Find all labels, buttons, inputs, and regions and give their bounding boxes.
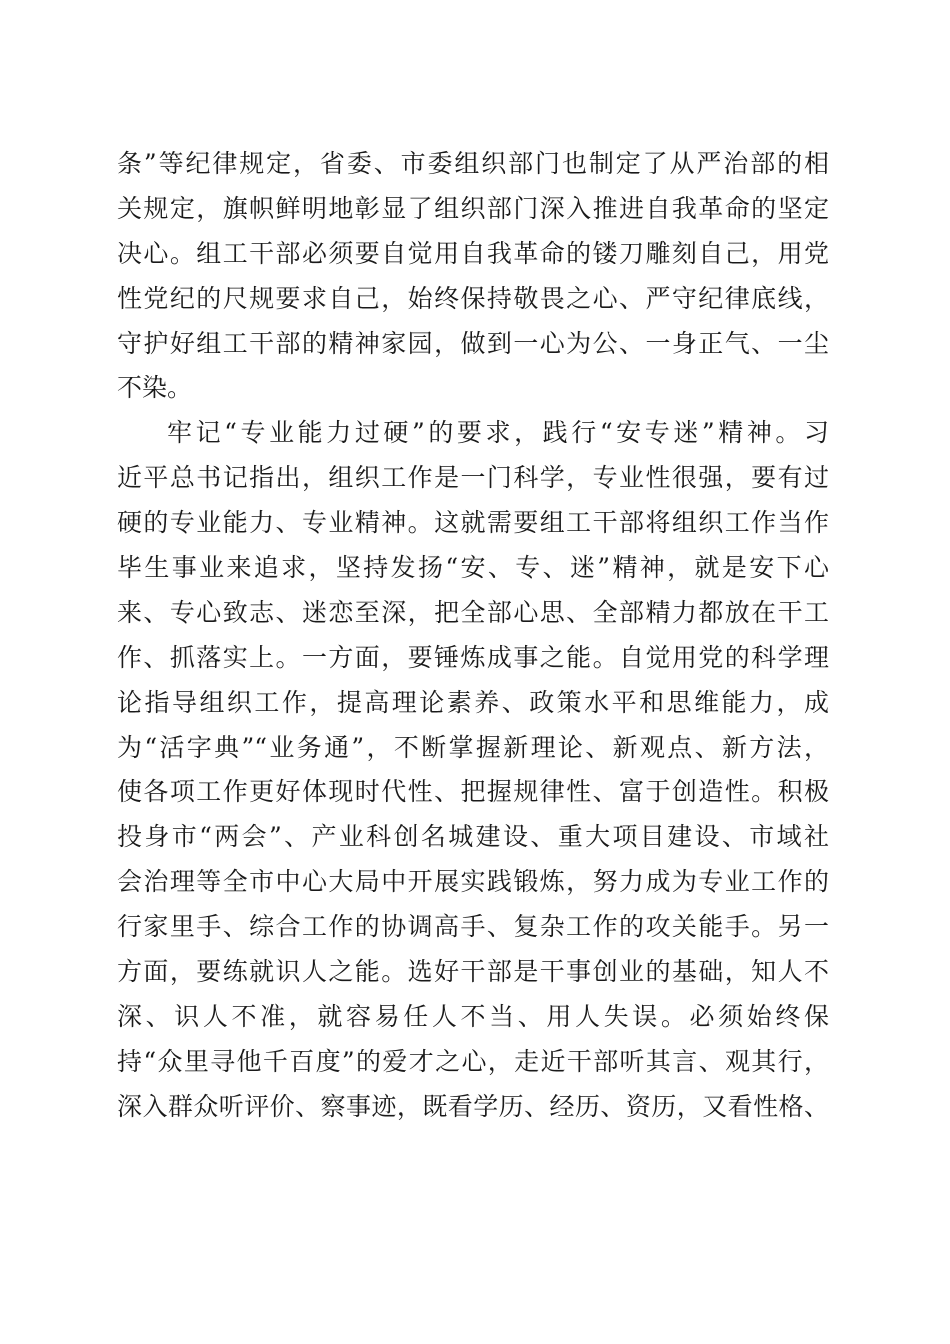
paragraph-line: 决心。组工干部必须要自觉用自我革命的镂刀雕刻自己，用党 [117, 238, 829, 268]
paragraph-line: 方面，要练就识人之能。选好干部是干事创业的基础，知人不 [117, 957, 829, 987]
paragraph-line: 深入群众听评价、察事迹，既看学历、经历、资历，又看性格、 [117, 1091, 829, 1121]
paragraph-line: 条”等纪律规定，省委、市委组织部门也制定了从严治部的相 [117, 149, 829, 178]
paragraph-line: 关规定，旗帜鲜明地彰显了组织部门深入推进自我革命的坚定 [117, 193, 829, 223]
paragraph-line: 不染。 [117, 373, 193, 403]
document-body [117, 142, 829, 1130]
paragraph-line: 近平总书记指出，组织工作是一门科学，专业性很强，要有过 [117, 463, 829, 493]
paragraph-2 [117, 411, 829, 1129]
paragraph-line: 论指导组织工作，提高理论素养、政策水平和思维能力，成 [117, 687, 829, 717]
paragraph-line: 会治理等全市中心大局中开展实践锻炼，努力成为专业工作的 [117, 867, 829, 897]
paragraph-line: 守护好组工干部的精神家园，做到一心为公、一身正气、一尘 [117, 328, 829, 358]
paragraph-line: 硬的专业能力、专业精神。这就需要组工干部将组织工作当作 [117, 508, 829, 538]
paragraph-line: 行家里手、综合工作的协调高手、复杂工作的攻关能手。另一 [117, 912, 829, 942]
paragraph-line: 深、识人不准，就容易任人不当、用人失误。必须始终保 [117, 1001, 829, 1031]
paragraph-line: 投身市“两会”、产业科创名城建设、重大项目建设、市域社 [117, 822, 829, 852]
paragraph-line: 来、专心致志、迷恋至深，把全部心思、全部精力都放在干工 [117, 597, 829, 627]
paragraph-line: 为“活字典”“业务通”，不断掌握新理论、新观点、新方法， [117, 732, 829, 762]
paragraph-line: 使各项工作更好体现时代性、把握规律性、富于创造性。积极 [117, 777, 829, 807]
paragraph-line: 性党纪的尺规要求自己，始终保持敬畏之心、严守纪律底线， [117, 283, 829, 313]
paragraph-line: 毕生事业来追求，坚持发扬“安、专、迷”精神，就是安下心 [117, 553, 829, 583]
paragraph-line: 牢记“专业能力过硬”的要求，践行“安专迷”精神。习 [167, 418, 829, 448]
paragraph-1 [117, 142, 829, 411]
paragraph-line: 作、抓落实上。一方面，要锤炼成事之能。自觉用党的科学理 [117, 642, 829, 672]
paragraph-line: 持“众里寻他千百度”的爱才之心，走近干部听其言、观其行， [117, 1046, 829, 1076]
